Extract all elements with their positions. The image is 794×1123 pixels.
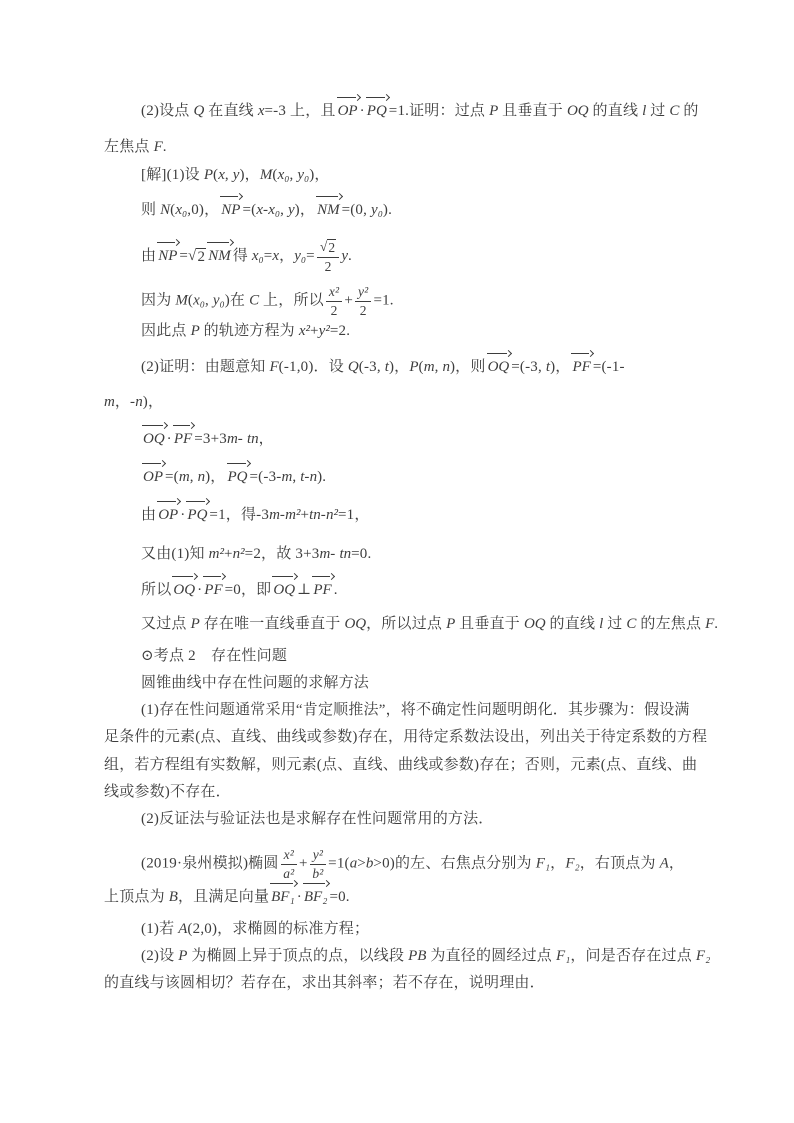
text-run: 因为 [141, 292, 176, 309]
math-variable: F₂ [695, 948, 711, 964]
method-point1-line3 [104, 755, 697, 775]
proof-setup-line2 [104, 392, 163, 412]
text-run: , [280, 202, 288, 218]
math-variable: x₀ [193, 292, 205, 309]
math-variable: x [218, 167, 225, 183]
text-run: 得 [232, 247, 252, 264]
text-run: )， [388, 359, 410, 375]
text-run: 过 [603, 616, 627, 632]
math-variable: C [669, 103, 680, 119]
method-point1-line1 [141, 700, 690, 720]
fraction-numerator: y² [355, 284, 371, 302]
math-variable: tn [309, 507, 321, 523]
problem2-statement-line1 [141, 101, 699, 121]
solution-vectors [141, 200, 392, 220]
proof-dot-product-oq-pf [141, 429, 274, 449]
text-run: ( [272, 167, 278, 183]
math-variable: l [642, 103, 647, 119]
text-run: 为椭圆上异于顶点的点，以线段 [187, 948, 409, 964]
text-run: . [162, 139, 167, 155]
math-variable: PB [408, 948, 427, 964]
math-variable: m [226, 431, 238, 447]
text-run: )， [205, 469, 226, 485]
method-point1-line4 [104, 782, 231, 802]
math-variable: y² [318, 323, 330, 339]
math-variable: y₀ [212, 292, 225, 309]
math-variable: Q [347, 359, 359, 375]
text-run: 的直线 [545, 616, 600, 632]
text-run: ，所以过点 [366, 616, 447, 632]
vector-np: NP [221, 202, 241, 218]
problem2-statement-line2 [104, 137, 167, 157]
text-run: , [292, 469, 301, 485]
math-variable: x [256, 202, 263, 218]
text-run: )在 [224, 292, 250, 309]
text-run: ， [668, 855, 685, 872]
text-run: ( [170, 202, 176, 218]
text-run: ⊥ [297, 582, 312, 598]
sqrt-radical [320, 239, 337, 256]
section-heading-kaodian2 [141, 646, 287, 666]
text-run: 上，所以 [259, 292, 324, 309]
math-variable: OQ [344, 616, 367, 632]
fraction-denominator: b² [312, 865, 324, 881]
math-variable: F₂ [565, 855, 580, 872]
text-run: =( [165, 469, 179, 485]
text-run: =0，即 [224, 582, 272, 598]
text-run: · [180, 507, 186, 523]
text-run: >0)的左、右焦点分别为 [373, 855, 536, 872]
text-run: =1，得-3 [209, 507, 270, 523]
math-variable: a [349, 855, 358, 872]
text-run: =0. [329, 889, 350, 905]
method-title [141, 673, 369, 693]
math-variable: OQ [523, 616, 546, 632]
math-variable: x₀ [175, 202, 188, 218]
text-run: (2019·泉州模拟)椭圆 [141, 855, 279, 872]
math-variable: t [300, 469, 305, 485]
text-run: 考点 2 存在性问题 [153, 648, 288, 664]
text-run: + [344, 292, 353, 309]
text-run: 的轨迹方程为 [199, 323, 299, 339]
text-run: ，- [114, 394, 136, 410]
math-variable: tn [339, 546, 352, 562]
math-variable: m [269, 507, 280, 523]
text-run: 则 [141, 202, 161, 218]
fraction-numerator: x² [326, 284, 342, 302]
method-point1-line2 [104, 727, 707, 747]
vector-nm: NM [208, 247, 231, 264]
text-run: =1， [338, 507, 370, 523]
text-run: 为直径的圆经过点 [426, 948, 556, 964]
radicand: 2 [197, 248, 206, 265]
text-run: - [330, 546, 340, 562]
example-question2-line2 [104, 973, 545, 993]
text-run: [解](1)设 [141, 167, 204, 183]
text-run: (2)证明：由题意知 [141, 359, 270, 375]
fraction-numerator: y² [310, 847, 326, 865]
text-run: (-3, [358, 359, 385, 375]
math-variable: tn [246, 431, 259, 447]
math-variable: x₀ [268, 202, 281, 218]
radical-sign-icon: √ [188, 247, 197, 264]
text-run: = [263, 247, 273, 264]
math-variable: C [249, 292, 260, 309]
text-run: + [299, 855, 308, 872]
text-run: + [300, 507, 310, 523]
text-run: 且垂直于 [455, 616, 524, 632]
vector-oq: OQ [173, 582, 196, 598]
vector-pf: PF [173, 431, 193, 447]
text-run: , [189, 469, 198, 485]
proof-setup-line1 [141, 357, 625, 377]
text-run: ，且满足向量 [177, 889, 270, 905]
text-run: · [359, 103, 365, 119]
text-run: . [333, 582, 338, 598]
vector-bf₁: BF₁ [271, 889, 295, 905]
math-variable: y [287, 202, 295, 218]
math-variable: m [104, 394, 115, 410]
vector-pf: PF [313, 582, 332, 598]
text-run: ， [279, 247, 295, 264]
text-run: =1.证明：过点 [388, 103, 490, 119]
text-run: =2，故 3+3 [244, 546, 320, 562]
math-variable: n [309, 469, 318, 485]
fraction-denominator: 2 [324, 258, 332, 274]
vector-np: NP [158, 247, 178, 264]
math-variable: x [257, 103, 265, 119]
text-run: ). [317, 469, 327, 485]
text-run: = [179, 247, 189, 264]
text-run: (2,0)，求椭圆的标准方程； [187, 921, 370, 937]
text-run: ( [187, 292, 194, 309]
text-run: =1( [328, 855, 350, 872]
text-run: )， [309, 167, 330, 183]
fraction [281, 847, 297, 881]
vector-pq: PQ [187, 507, 208, 523]
math-variable: l [599, 616, 604, 632]
text-run: + [223, 546, 233, 562]
text-run: )，则 [449, 359, 486, 375]
math-variable: A [178, 921, 188, 937]
text-run: (2)设 [141, 948, 179, 964]
math-variable: m [178, 469, 190, 485]
text-run: =(0, [341, 202, 372, 218]
math-variable: m [281, 469, 293, 485]
solution-ellipse-substitution [141, 284, 394, 318]
text-run: )， [239, 167, 260, 183]
vector-pq: PQ [227, 469, 248, 485]
fraction-denominator: 2 [330, 302, 338, 318]
math-variable: M [175, 292, 188, 309]
vector-op: OP [158, 507, 179, 523]
vector-pf: PF [204, 582, 223, 598]
text-run: =(-3, [511, 359, 546, 375]
text-run: (-1,0)．设 [278, 359, 348, 375]
vector-pq: PQ [366, 103, 387, 119]
math-variable: A [659, 855, 669, 872]
text-run: =3+3 [194, 431, 227, 447]
text-run: ,0)， [187, 202, 220, 218]
text-run: =1. [373, 292, 394, 309]
text-run: ， [550, 855, 566, 872]
math-variable: y₀ [371, 202, 383, 218]
text-run: 的左焦点 [636, 616, 706, 632]
text-run: - [263, 202, 269, 218]
fraction-numerator [317, 239, 340, 258]
math-variable: P [190, 616, 200, 632]
math-variable: OQ [566, 103, 589, 119]
math-variable: x² [298, 323, 310, 339]
math-variable: m [319, 546, 331, 562]
text-run: . [714, 616, 719, 632]
math-variable: m [423, 359, 435, 375]
text-run: , [224, 167, 233, 183]
proof-perpendicular [141, 580, 338, 600]
text-run: ). [382, 202, 393, 218]
text-run: )， [294, 202, 316, 218]
math-variable: t [384, 359, 389, 375]
text-run: 且垂直于 [498, 103, 567, 119]
text-run: 在直线 [204, 103, 258, 119]
fraction-denominator: 2 [359, 302, 367, 318]
text-run: = [306, 247, 315, 264]
fraction [310, 847, 326, 881]
text-run: 足条件的元素(点、直线、曲线或参数)存在，用待定系数法设出，列出关于待定系数的方程 [104, 729, 708, 745]
fraction-denominator: a² [283, 865, 295, 881]
text-run: 又由(1)知 [141, 546, 209, 562]
text-run: · [166, 431, 172, 447]
fraction [317, 239, 340, 274]
math-variable: B [168, 889, 178, 905]
fraction-numerator: x² [281, 847, 297, 865]
text-run: ( [418, 359, 424, 375]
math-variable: m² [208, 546, 224, 562]
text-run: 由 [141, 507, 157, 523]
solution-locus-equation [141, 321, 350, 341]
text-run: - [237, 431, 247, 447]
radicand: 2 [328, 240, 336, 255]
fraction [326, 284, 342, 318]
text-run: ( [213, 167, 219, 183]
math-variable: N [160, 202, 171, 218]
math-variable: t [545, 359, 551, 375]
math-variable: n [197, 469, 206, 485]
vector-bf₂: BF₂ [303, 889, 328, 905]
math-variable: y [341, 247, 349, 264]
text-run: 线或参数)不存在． [104, 784, 231, 800]
math-variable: P [178, 948, 188, 964]
text-run: 由 [141, 247, 157, 264]
radical-sign-icon: √ [319, 239, 328, 254]
math-variable: x [272, 247, 280, 264]
text-run: · [197, 582, 203, 598]
math-variable: F [269, 359, 279, 375]
vector-pf: PF [572, 359, 591, 375]
text-run: · [296, 889, 302, 905]
math-variable: y [232, 167, 240, 183]
text-run: (2)反证法与验证法也是求解存在性问题常用的方法． [141, 811, 494, 827]
text-run: =( [242, 202, 257, 218]
text-run: , [434, 359, 443, 375]
text-run: (1)存在性问题通常采用“肯定顺推法”，将不确定性问题明朗化．其步骤为：假设满 [141, 702, 690, 718]
example-statement-line2 [104, 887, 350, 907]
proof-conclusion [141, 614, 718, 634]
sqrt-radical [188, 248, 206, 266]
text-run: )， [142, 394, 164, 410]
text-run: =0. [351, 546, 372, 562]
math-variable: C [626, 616, 637, 632]
text-run: ， [258, 431, 274, 447]
text-run: 组，若方程组有实数解，则元素(点、直线、曲线或参数)存在；否则，元素(点、直线、曲 [104, 757, 698, 773]
text-run: =(-1- [592, 359, 625, 375]
text-run: 圆锥曲线中存在性问题的求解方法 [141, 675, 370, 691]
math-variable: F₁ [555, 948, 571, 964]
example-question1 [141, 919, 369, 939]
math-variable: b [365, 855, 374, 872]
math-variable: y₀ [297, 167, 310, 183]
text-run: - [279, 507, 286, 523]
math-variable: y₀ [294, 247, 307, 264]
math-variable: m² [285, 507, 301, 523]
method-point2 [141, 809, 494, 829]
vector-nm: NM [317, 202, 340, 218]
math-variable: n² [326, 507, 338, 523]
text-run: 上顶点为 [104, 889, 169, 905]
text-run: =-3 上，且 [264, 103, 336, 119]
vector-op: OP [337, 103, 358, 119]
text-run: 过 [646, 103, 670, 119]
math-variable: x₀ [251, 247, 264, 264]
text-run: - [320, 507, 326, 523]
example-statement-line1 [141, 847, 684, 881]
text-run: 所以 [141, 582, 172, 598]
proof-op-pq-vectors [141, 467, 326, 487]
text-run: 的直线 [588, 103, 643, 119]
math-variable: n [442, 359, 450, 375]
proof-equation1 [141, 505, 370, 525]
example-question2-line1 [141, 946, 710, 966]
math-variable: P [409, 359, 419, 375]
text-run: 左焦点 [104, 139, 154, 155]
vector-oq: OQ [143, 431, 165, 447]
text-run: =2. [329, 323, 351, 339]
text-run: (2)设点 [141, 103, 194, 119]
text-run: , [204, 292, 213, 309]
text-run: 的直线与该圆相切？若存在，求出其斜率；若不存在，说明理由． [104, 975, 545, 991]
vector-op: OP [143, 469, 163, 485]
math-variable: n [135, 394, 143, 410]
text-run: , [289, 167, 298, 183]
text-run: 存在唯一直线垂直于 [199, 616, 345, 632]
text-run: 因此点 [141, 323, 191, 339]
circled-dot-icon: ⊙ [141, 648, 154, 664]
text-run: )， [550, 359, 571, 375]
text-run: > [357, 855, 366, 872]
fraction [355, 284, 371, 318]
text-run: (1)若 [141, 921, 179, 937]
text-run: 又过点 [141, 616, 191, 632]
math-variable: P [203, 167, 214, 183]
vector-oq: OQ [273, 582, 296, 598]
math-variable: F [705, 616, 715, 632]
proof-equation2 [141, 544, 371, 564]
math-variable: x₀ [277, 167, 290, 183]
text-run: + [310, 323, 319, 339]
math-variable: M [259, 167, 273, 183]
math-variable: P [489, 103, 499, 119]
solution-sqrt-relation [141, 239, 352, 274]
math-variable: n² [232, 546, 245, 562]
text-run: 的 [679, 103, 699, 119]
vector-oq: OQ [487, 359, 510, 375]
text-run: =(-3- [249, 469, 282, 485]
math-variable: P [446, 616, 456, 632]
math-variable: Q [193, 103, 205, 119]
math-variable: F [153, 139, 163, 155]
text-run: ，问是否存在过点 [570, 948, 696, 964]
text-run: ，右顶点为 [579, 855, 660, 872]
math-variable: F₁ [535, 855, 551, 872]
solution-setup [141, 165, 330, 185]
text-run: - [304, 469, 310, 485]
text-run: . [348, 247, 352, 264]
math-variable: P [190, 323, 200, 339]
